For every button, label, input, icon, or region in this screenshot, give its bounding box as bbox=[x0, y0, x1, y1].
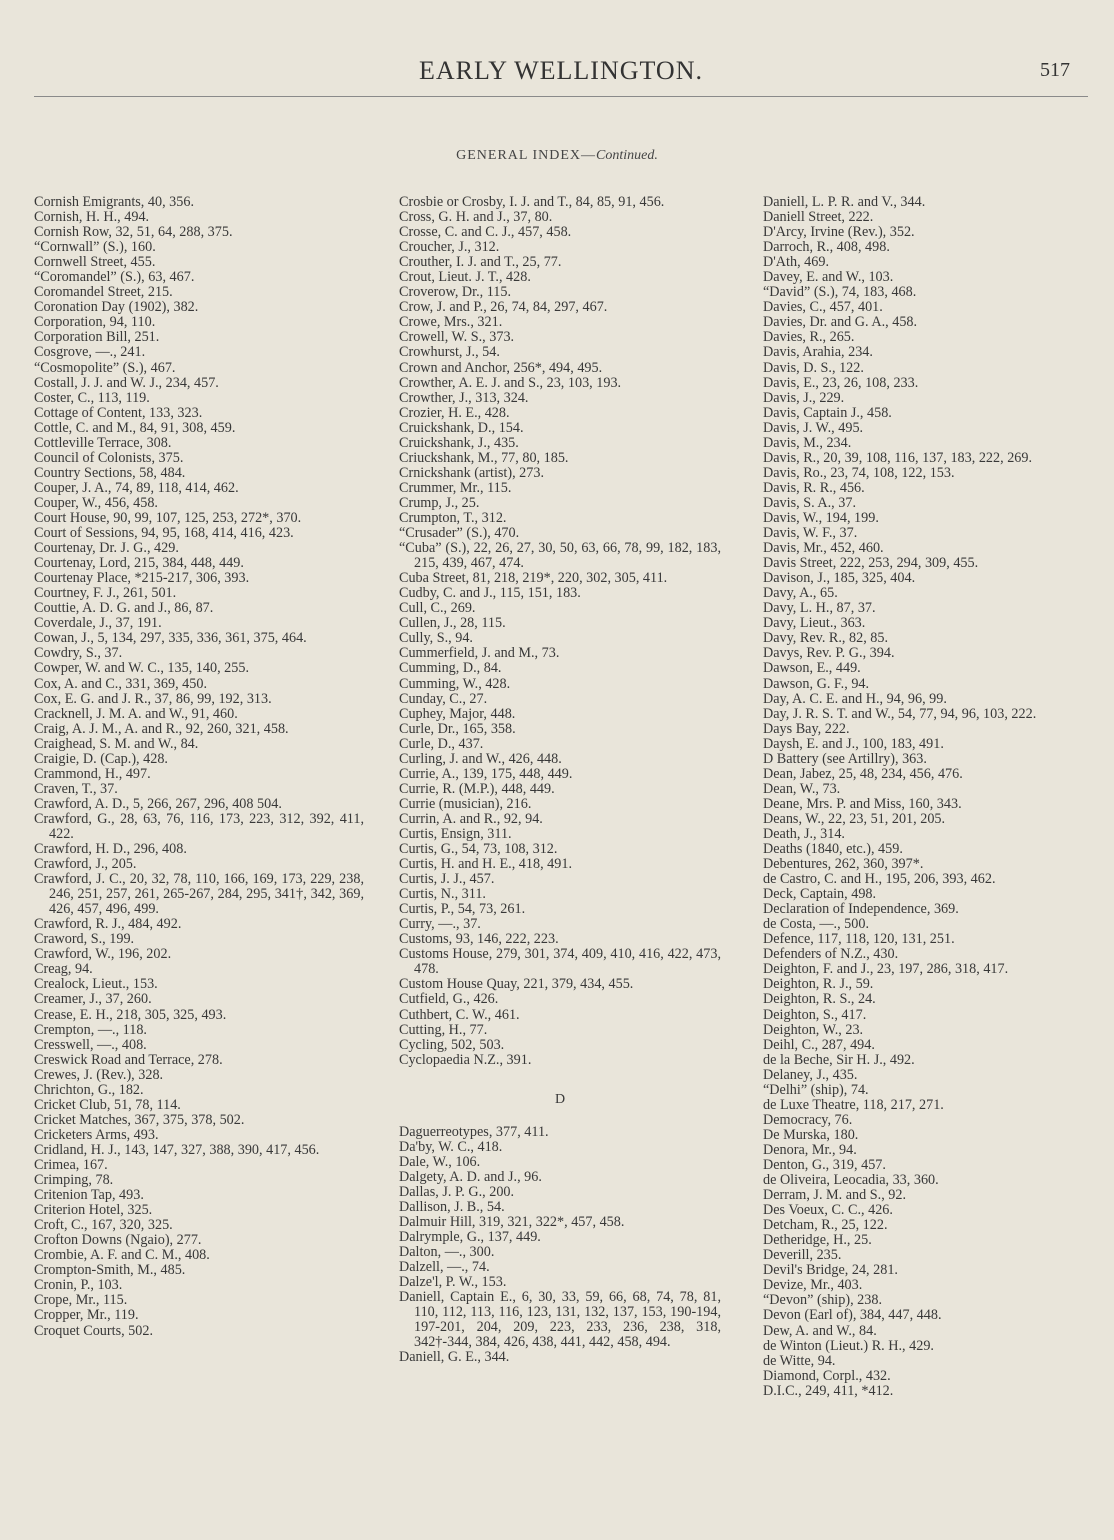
index-entry: Davis, S. A., 37. bbox=[763, 494, 857, 511]
index-entry: Debentures, 262, 360, 397*. bbox=[763, 856, 924, 873]
index-entry: Cricket Matches, 367, 375, 378, 502. bbox=[34, 1111, 245, 1128]
index-entry: Denton, G., 319, 457. bbox=[763, 1157, 886, 1173]
index-entry: Dean, Jabez, 25, 48, 234, 456, 476. bbox=[763, 765, 963, 782]
index-entry: Crosbie or Crosby, I. J. and T., 84, 85, 91, 456. bbox=[399, 194, 665, 210]
index-entry: Cosgrove, —., 241. bbox=[34, 344, 146, 361]
index-entry: Denora, Mr., 94. bbox=[763, 1141, 857, 1158]
index-entry: Crosse, C. and C. J., 457, 458. bbox=[399, 224, 572, 241]
index-entry: Curle, D., 437. bbox=[399, 735, 484, 752]
index-entry: Couper, J. A., 74, 89, 118, 414, 462. bbox=[34, 479, 239, 496]
index-entry: D'Ath, 469. bbox=[763, 254, 830, 271]
index-entry: Crawford, R. J., 484, 492. bbox=[34, 916, 182, 933]
index-entry: Coronation Day (1902), 382. bbox=[34, 299, 199, 316]
index-entry: Dawson, E., 449. bbox=[763, 660, 861, 677]
index-entry: Currin, A. and R., 92, 94. bbox=[399, 810, 543, 827]
index-entry: Customs House, 279, 301, 374, 409, 410, 416, 422, 473, 478. bbox=[399, 946, 721, 978]
index-entry: Craven, T., 37. bbox=[34, 780, 118, 797]
index-entry: Deihl, C., 287, 494. bbox=[763, 1036, 875, 1053]
index-entry: Crammond, H., 497. bbox=[34, 765, 151, 782]
index-entry: Deverill, 235. bbox=[763, 1247, 842, 1264]
index-entry: Cruickshank, J., 435. bbox=[399, 434, 519, 451]
index-entry: Curtis, G., 54, 73, 108, 312. bbox=[399, 841, 558, 858]
index-entry: Cricketers Arms, 493. bbox=[34, 1126, 159, 1143]
index-entry: de Luxe Theatre, 118, 217, 271. bbox=[763, 1096, 944, 1113]
index-entry: Curtis, P., 54, 73, 261. bbox=[399, 901, 526, 918]
index-entry: Derram, J. M. and S., 92. bbox=[763, 1187, 907, 1204]
index-entry: Crawford, J. C., 20, 32, 78, 110, 166, 169, 173, 229, 238, 246, 251, 257, 261, 265-267, 284, 295, 341†, 342, 369, 426, 457, 496, 499. bbox=[34, 871, 364, 918]
index-entry: Crombie, A. F. and C. M., 408. bbox=[34, 1247, 210, 1264]
index-entry: Deighton, W., 23. bbox=[763, 1021, 864, 1038]
index-entry: Cracknell, J. M. A. and W., 91, 460. bbox=[34, 705, 238, 722]
index-entry: Croquet Courts, 502. bbox=[34, 1322, 154, 1339]
index-entry: Detcham, R., 25, 122. bbox=[763, 1217, 888, 1234]
index-entry: Crope, Mr., 115. bbox=[34, 1292, 128, 1309]
index-entry: Cruickshank, D., 154. bbox=[399, 419, 524, 436]
index-entry: Cutfield, G., 426. bbox=[399, 991, 499, 1008]
index-entry: Davis Street, 222, 253, 294, 309, 455. bbox=[763, 555, 979, 572]
index-entry: Cuba Street, 81, 218, 219*, 220, 302, 305, 411. bbox=[399, 570, 668, 587]
index-entry: Crempton, —., 118. bbox=[34, 1021, 147, 1038]
index-entry: Critenion Tap, 493. bbox=[34, 1187, 144, 1204]
index-entry: Davis, E., 23, 26, 108, 233. bbox=[763, 374, 919, 391]
index-entry: Davys, Rev. P. G., 394. bbox=[763, 645, 895, 662]
index-entry: Da'by, W. C., 418. bbox=[399, 1138, 503, 1155]
index-entry: Crawford, A. D., 5, 266, 267, 296, 408 504. bbox=[34, 795, 282, 812]
index-entry: Cudby, C. and J., 115, 151, 183. bbox=[399, 585, 581, 602]
index-entry: Death, J., 314. bbox=[763, 825, 845, 842]
index-entry: Cowdry, S., 37. bbox=[34, 645, 123, 662]
index-entry: Crewes, J. (Rev.), 328. bbox=[34, 1066, 164, 1083]
index-entry: Dalzell, —., 74. bbox=[399, 1259, 490, 1276]
index-entry: Crimea, 167. bbox=[34, 1157, 108, 1173]
index-entry: D.I.C., 249, 411, *412. bbox=[763, 1382, 894, 1399]
index-entry: de Witte, 94. bbox=[763, 1352, 836, 1369]
index-entry: Curling, J. and W., 426, 448. bbox=[399, 750, 562, 767]
index-entry: Crump, J., 25. bbox=[399, 494, 480, 511]
index-entry: Deighton, S., 417. bbox=[763, 1006, 867, 1023]
index-column-3 bbox=[763, 195, 1093, 1399]
index-entry: Davis, Ro., 23, 74, 108, 122, 153. bbox=[763, 464, 955, 481]
index-entry: Cornish, H. H., 494. bbox=[34, 209, 150, 226]
index-entry: Deaths (1840, etc.), 459. bbox=[763, 841, 903, 858]
index-entry: Crowe, Mrs., 321. bbox=[399, 314, 503, 331]
index-entry: Davies, Dr. and G. A., 458. bbox=[763, 314, 918, 331]
index-entry: Deans, W., 22, 23, 51, 201, 205. bbox=[763, 810, 946, 827]
index-entry: Croft, C., 167, 320, 325. bbox=[34, 1217, 173, 1234]
index-entry: Davis, Arahia, 234. bbox=[763, 344, 873, 361]
index-entry: D'Arcy, Irvine (Rev.), 352. bbox=[763, 224, 915, 241]
index-entry: Craighead, S. M. and W., 84. bbox=[34, 735, 199, 752]
index-entry: Defence, 117, 118, 120, 131, 251. bbox=[763, 931, 955, 948]
section-letter: D bbox=[554, 1091, 566, 1107]
index-entry: Declaration of Independence, 369. bbox=[763, 901, 959, 918]
index-entry: Daniell, Captain E., 6, 30, 33, 59, 66, 68, 74, 78, 81, 110, 112, 113, 116, 123, 131, 132, 137, 153, 190-194, 197-201, 204, 209, 223, 233, 236, 238, 318, 342†-344, 384, 426, 438, 441, 442, 458, 494. bbox=[399, 1289, 721, 1351]
index-entry: “Cornwall” (S.), 160. bbox=[34, 239, 156, 256]
index-entry: “Delhi” (ship), 74. bbox=[763, 1081, 869, 1098]
index-entry: Davis, J. W., 495. bbox=[763, 419, 864, 436]
index-entry: “Coromandel” (S.), 63, 467. bbox=[34, 269, 195, 286]
running-title: EARLY WELLINGTON. bbox=[419, 56, 703, 85]
index-entry: Corporation, 94, 110. bbox=[34, 314, 156, 331]
index-entry: de Winton (Lieut.) R. H., 429. bbox=[763, 1337, 934, 1354]
index-entry: de Oliveira, Leocadia, 33, 360. bbox=[763, 1172, 939, 1189]
index-entry: Courtney, F. J., 261, 501. bbox=[34, 585, 177, 602]
index-entry: Craword, S., 199. bbox=[34, 931, 135, 948]
index-column-1 bbox=[34, 195, 364, 1339]
index-entry: Cowan, J., 5, 134, 297, 335, 336, 361, 375, 464. bbox=[34, 630, 307, 647]
index-entry: Davis, W., 194, 199. bbox=[763, 509, 879, 526]
index-entry: Crow, J. and P., 26, 74, 84, 297, 467. bbox=[399, 299, 608, 316]
index-entry: Daysh, E. and J., 100, 183, 491. bbox=[763, 735, 944, 752]
index-entry: Cornish Row, 32, 51, 64, 288, 375. bbox=[34, 224, 233, 241]
index-entry: Cully, S., 94. bbox=[399, 630, 473, 647]
index-entry: Darroch, R., 408, 498. bbox=[763, 239, 890, 256]
index-entry: Dallison, J. B., 54. bbox=[399, 1199, 505, 1215]
index-entry: Dale, W., 106. bbox=[399, 1153, 481, 1170]
index-entry: Cowper, W. and W. C., 135, 140, 255. bbox=[34, 660, 250, 677]
index-entry: Daguerreotypes, 377, 411. bbox=[399, 1123, 549, 1140]
index-entry: Criterion Hotel, 325. bbox=[34, 1202, 153, 1219]
index-entry: Crompton-Smith, M., 485. bbox=[34, 1262, 186, 1279]
index-entry: Cox, A. and C., 331, 369, 450. bbox=[34, 675, 208, 692]
index-entry: “Crusader” (S.), 470. bbox=[399, 525, 520, 542]
index-entry: Devize, Mr., 403. bbox=[763, 1277, 863, 1294]
index-entry: Croucher, J., 312. bbox=[399, 239, 500, 256]
index-entry: Dalgety, A. D. and J., 96. bbox=[399, 1168, 542, 1185]
index-entry: Deck, Captain, 498. bbox=[763, 886, 877, 903]
page-number: 517 bbox=[1040, 59, 1070, 81]
index-entry: Deighton, R. J., 59. bbox=[763, 976, 874, 993]
index-entry: Davis, Captain J., 458. bbox=[763, 404, 892, 421]
index-entry: Craigie, D. (Cap.), 428. bbox=[34, 750, 168, 767]
index-entry: Crout, Lieut. J. T., 428. bbox=[399, 269, 531, 286]
index-entry: Crummer, Mr., 115. bbox=[399, 479, 512, 496]
index-entry: Criuckshank, M., 77, 80, 185. bbox=[399, 449, 569, 466]
index-entry: Crawford, J., 205. bbox=[34, 856, 137, 873]
index-entry: Creag, 94. bbox=[34, 961, 93, 978]
index-entry: Davies, C., 457, 401. bbox=[763, 299, 883, 316]
index-entry: Davis, Mr., 452, 460. bbox=[763, 540, 884, 557]
index-entry: Davis, W. F., 37. bbox=[763, 525, 858, 542]
index-entry: Davy, Lieut., 363. bbox=[763, 615, 866, 632]
index-entry: Costall, J. J. and W. J., 234, 457. bbox=[34, 374, 219, 391]
index-entry: Cottle, C. and M., 84, 91, 308, 459. bbox=[34, 419, 236, 436]
index-entry: Cumming, D., 84. bbox=[399, 660, 502, 677]
index-entry: Custom House Quay, 221, 379, 434, 455. bbox=[399, 976, 634, 993]
index-entry: Crawford, H. D., 296, 408. bbox=[34, 841, 187, 858]
index-entry: “Cosmopolite” (S.), 467. bbox=[34, 359, 176, 376]
index-entry: Currie, A., 139, 175, 448, 449. bbox=[399, 765, 573, 782]
index-entry: Coromandel Street, 215. bbox=[34, 284, 173, 301]
index-column-2 bbox=[399, 195, 721, 1366]
index-entry: Chrichton, G., 182. bbox=[34, 1081, 144, 1098]
index-entry: de Costa, —., 500. bbox=[763, 916, 870, 933]
index-entry: Crimping, 78. bbox=[34, 1172, 114, 1189]
index-entry: Dalze'l, P. W., 153. bbox=[399, 1274, 507, 1291]
index-entry: Crowther, A. E. J. and S., 23, 103, 193. bbox=[399, 374, 622, 391]
index-entry: Cutting, H., 77. bbox=[399, 1021, 488, 1038]
index-entry: Cycling, 502, 503. bbox=[399, 1036, 505, 1053]
index-entry: Day, A. C. E. and H., 94, 96, 99. bbox=[763, 690, 947, 707]
index-entry: Cottage of Content, 133, 323. bbox=[34, 404, 203, 421]
index-entry: Cox, E. G. and J. R., 37, 86, 99, 192, 313. bbox=[34, 690, 272, 707]
index-entry: Curtis, N., 311. bbox=[399, 886, 486, 903]
section-heading-text: GENERAL INDEX— bbox=[456, 148, 596, 163]
index-entry: Crofton Downs (Ngaio), 277. bbox=[34, 1232, 202, 1249]
index-entry: Detheridge, H., 25. bbox=[763, 1232, 872, 1249]
index-entry: Cumming, W., 428. bbox=[399, 675, 511, 692]
index-entry: Deighton, R. S., 24. bbox=[763, 991, 876, 1008]
index-entry: Devon (Earl of), 384, 447, 448. bbox=[763, 1307, 942, 1324]
index-entry: Dalmuir Hill, 319, 321, 322*, 457, 458. bbox=[399, 1214, 625, 1231]
index-column-2-bottom bbox=[399, 1125, 721, 1366]
section-heading bbox=[0, 148, 1114, 164]
index-entry: Daniell, G. E., 344. bbox=[399, 1349, 510, 1366]
index-entry: Customs, 93, 146, 222, 223. bbox=[399, 931, 559, 948]
index-entry: Cunday, C., 27. bbox=[399, 690, 488, 707]
index-entry: Council of Colonists, 375. bbox=[34, 449, 184, 466]
index-entry: Creamer, J., 37, 260. bbox=[34, 991, 152, 1008]
index-entry: Des Voeux, C. C., 426. bbox=[763, 1202, 893, 1219]
index-entry: de Castro, C. and H., 195, 206, 393, 462. bbox=[763, 871, 996, 888]
index-entry: Crealock, Lieut., 153. bbox=[34, 976, 158, 993]
index-entry: Cornish Emigrants, 40, 356. bbox=[34, 194, 194, 210]
index-entry: Currie, R. (M.P.), 448, 449. bbox=[399, 780, 555, 797]
index-entry: “Devon” (ship), 238. bbox=[763, 1292, 882, 1309]
index-entry: Crowther, J., 313, 324. bbox=[399, 389, 529, 406]
index-entry: Crumpton, T., 312. bbox=[399, 509, 507, 526]
index-entry: Dean, W., 73. bbox=[763, 780, 841, 797]
index-entry: Cuthbert, C. W., 461. bbox=[399, 1006, 520, 1023]
index-entry: Coverdale, J., 37, 191. bbox=[34, 615, 162, 632]
index-entry: Cropper, Mr., 119. bbox=[34, 1307, 139, 1324]
index-entry: Country Sections, 58, 484. bbox=[34, 464, 186, 481]
index-entry: Cresswell, —., 408. bbox=[34, 1036, 147, 1053]
index-entry: “Cuba” (S.), 22, 26, 27, 30, 50, 63, 66, 78, 99, 182, 183, 215, 439, 467, 474. bbox=[399, 540, 721, 572]
index-entry: Deane, Mrs. P. and Miss, 160, 343. bbox=[763, 795, 962, 812]
index-entry: Courtenay, Lord, 215, 384, 448, 449. bbox=[34, 555, 244, 572]
index-entry: Cuphey, Major, 448. bbox=[399, 705, 516, 722]
index-entry: Cottleville Terrace, 308. bbox=[34, 434, 172, 451]
index-entry: Cricket Club, 51, 78, 114. bbox=[34, 1096, 181, 1113]
index-entry: Davis, R. R., 456. bbox=[763, 479, 865, 496]
index-entry: Couttie, A. D. G. and J., 86, 87. bbox=[34, 600, 214, 617]
index-entry: Cummerfield, J. and M., 73. bbox=[399, 645, 560, 662]
index-entry: Courtenay, Dr. J. G., 429. bbox=[34, 540, 179, 557]
index-entry: Days Bay, 222. bbox=[763, 720, 850, 737]
index-entry: Davis, M., 234. bbox=[763, 434, 852, 451]
index-entry: Crease, E. H., 218, 305, 325, 493. bbox=[34, 1006, 227, 1023]
index-entry: Davis, J., 229. bbox=[763, 389, 845, 406]
index-entry: Daniell Street, 222. bbox=[763, 209, 874, 226]
index-entry: Delaney, J., 435. bbox=[763, 1066, 858, 1083]
index-entry: Court of Sessions, 94, 95, 168, 414, 416, 423. bbox=[34, 525, 294, 542]
index-entry: Curtis, J. J., 457. bbox=[399, 871, 495, 888]
index-entry: Cullen, J., 28, 115. bbox=[399, 615, 506, 632]
index-entry: Craig, A. J. M., A. and R., 92, 260, 321, 458. bbox=[34, 720, 289, 737]
index-entry: Court House, 90, 99, 107, 125, 253, 272*, 370. bbox=[34, 509, 302, 526]
index-entry: Cronin, P., 103. bbox=[34, 1277, 123, 1294]
index-entry: Devil's Bridge, 24, 281. bbox=[763, 1262, 898, 1279]
index-entry: Cornwell Street, 455. bbox=[34, 254, 156, 271]
index-entry: Davison, J., 185, 325, 404. bbox=[763, 570, 916, 587]
index-entry: Courtenay Place, *215-217, 306, 393. bbox=[34, 570, 250, 587]
index-entry: Dallas, J. P. G., 200. bbox=[399, 1183, 515, 1200]
index-entry: Davey, E. and W., 103. bbox=[763, 269, 894, 286]
index-entry: Crawford, W., 196, 202. bbox=[34, 946, 172, 963]
index-entry: “David” (S.), 74, 183, 468. bbox=[763, 284, 917, 301]
index-entry: Crouther, I. J. and T., 25, 77. bbox=[399, 254, 562, 271]
index-entry: Corporation Bill, 251. bbox=[34, 329, 160, 346]
index-entry: Democracy, 76. bbox=[763, 1111, 853, 1128]
index-entry: Curle, Dr., 165, 358. bbox=[399, 720, 516, 737]
index-entry: Crnickshank (artist), 273. bbox=[399, 464, 544, 481]
section-heading-continued: Continued. bbox=[596, 148, 658, 163]
index-entry: Curtis, Ensign, 311. bbox=[399, 825, 512, 842]
index-entry: Couper, W., 456, 458. bbox=[34, 494, 158, 511]
index-entry: Davy, L. H., 87, 37. bbox=[763, 600, 876, 617]
index-entry: Daniell, L. P. R. and V., 344. bbox=[763, 194, 926, 210]
index-entry: Dalrymple, G., 137, 449. bbox=[399, 1229, 541, 1246]
index-entry: Crown and Anchor, 256*, 494, 495. bbox=[399, 359, 603, 376]
index-entry: Creswick Road and Terrace, 278. bbox=[34, 1051, 223, 1068]
index-entry: Curry, —., 37. bbox=[399, 916, 481, 933]
index-entry: Davy, A., 65. bbox=[763, 585, 838, 602]
index-entry: Diamond, Corpl., 432. bbox=[763, 1367, 891, 1384]
index-entry: Davy, Rev. R., 82, 85. bbox=[763, 630, 889, 647]
index-entry: Cull, C., 269. bbox=[399, 600, 476, 617]
index-entry: Dawson, G. F., 94. bbox=[763, 675, 870, 692]
index-entry: Cross, G. H. and J., 37, 80. bbox=[399, 209, 553, 226]
index-entry: Curtis, H. and H. E., 418, 491. bbox=[399, 856, 573, 873]
index-entry: Cyclopaedia N.Z., 391. bbox=[399, 1051, 532, 1068]
index-entry: Davis, D. S., 122. bbox=[763, 359, 864, 376]
index-entry: Davies, R., 265. bbox=[763, 329, 855, 346]
index-entry: Crowell, W. S., 373. bbox=[399, 329, 515, 346]
index-column-2-top bbox=[399, 195, 721, 1068]
index-entry: Crozier, H. E., 428. bbox=[399, 404, 510, 421]
index-entry: Dalton, —., 300. bbox=[399, 1244, 495, 1261]
index-entry: Currie (musician), 216. bbox=[399, 795, 532, 812]
index-entry: de la Beche, Sir H. J., 492. bbox=[763, 1051, 915, 1068]
index-entry: D Battery (see Artillry), 363. bbox=[763, 750, 927, 767]
index-entry: De Murska, 180. bbox=[763, 1126, 859, 1143]
index-entry: Defenders of N.Z., 430. bbox=[763, 946, 899, 963]
index-entry: Deighton, F. and J., 23, 197, 286, 318, 417. bbox=[763, 961, 1009, 978]
index-entry: Cridland, H. J., 143, 147, 327, 388, 390, 417, 456. bbox=[34, 1141, 320, 1158]
index-entry: Dew, A. and W., 84. bbox=[763, 1322, 877, 1339]
index-entry: Croverow, Dr., 115. bbox=[399, 284, 512, 301]
index-entry: Day, J. R. S. T. and W., 54, 77, 94, 96, 103, 222. bbox=[763, 705, 1037, 722]
page-header bbox=[34, 56, 1088, 97]
index-entry: Davis, R., 20, 39, 108, 116, 137, 183, 222, 269. bbox=[763, 449, 1033, 466]
index-entry: Coster, C., 113, 119. bbox=[34, 389, 150, 406]
index-entry: Crawford, G., 28, 63, 76, 116, 173, 223, 312, 392, 411, 422. bbox=[34, 810, 364, 842]
index-entry: Crowhurst, J., 54. bbox=[399, 344, 500, 361]
